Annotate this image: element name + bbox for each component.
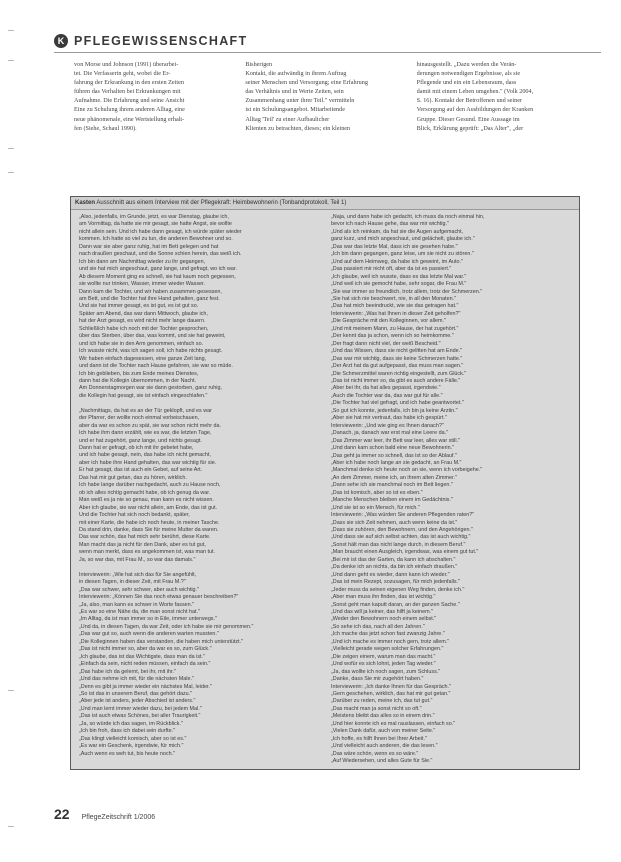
text-line: „Manchmal denke ich heute noch an sie, wenn ich vorbeigehe." (331, 467, 483, 474)
text-line: Dann hat er gefragt, ob ich mit ihr gebetet habe, (79, 445, 194, 452)
text-line: „Nachmittags, da hat es an der Tür geklopft, und es war (79, 407, 212, 414)
text-line: „Aber sie hat mir vertraut, das habe ich gespürt." (331, 415, 447, 422)
text-line: „Da denke ich an nichts, da bin ich einfach draußen." (331, 564, 458, 571)
text-line: wenn man merkt, dass es angekommen ist, was man tut. (79, 549, 216, 556)
text-line: Klienten zu betrachten, dieses; ein kleinen (245, 124, 351, 132)
text-line: Ja, so war das, mit Frau M., so war das damals." (79, 556, 196, 563)
interview-column-left (79, 214, 321, 766)
text-line: „Und als ich reinkam, da hat sie die Augen aufgemacht, (331, 228, 464, 235)
text-line: „Und dass sie auf sich selbst achten, das ist auch wichtig." (331, 534, 471, 541)
text-line: „Das war mir wichtig, dass sie keine Schmerzen hatte." (331, 355, 463, 362)
text-line: Interviewerin: „Was hat Ihnen in dieser Zeit geholfen?" (331, 310, 461, 317)
text-line: Interviewerin: „Ich danke Ihnen für das Gespräch." (331, 683, 451, 690)
text-line: „Darüber zu reden, meine ich, das tut gut." (331, 698, 433, 705)
text-line: über das Sterben, über das, was kommt, und sie hat geweint, (79, 333, 226, 340)
text-line: Ich bin geblieben, bis zum Ende meines Dienstes, (79, 370, 199, 377)
text-line: „Der kennt das ja schon, wenn ich so heimkomme." (331, 333, 454, 340)
text-line: Das hat mir gut getan, das zu hören, wirklich. (79, 474, 187, 481)
text-line: „Dass sie sich Zeit nehmen, auch wenn keine da ist." (331, 519, 458, 526)
text-line: „Ja, so würde ich das sagen, im Rückblick." (79, 720, 183, 727)
crop-mark (8, 148, 14, 149)
text-line: „Gern geschehen, wirklich, das hat mir gut getan." (331, 691, 451, 697)
text-line: am Vormittag, da hatte sie mir gesagt, sie hatte Angst, sie wollte (79, 221, 232, 228)
text-line: „Denn es gibt ja immer wieder ein nächstes Mal, leider." (79, 683, 212, 690)
text-line: Und die Tochter hat sich noch bedankt, später, (79, 512, 190, 519)
text-line: neue phänomenale, eine Wertstellung erhalt- (74, 115, 185, 123)
crop-mark (8, 30, 14, 31)
text-line: „Das habe ich da gelernt, bei ihr, mit ihr." (79, 668, 176, 675)
text-line: „Und dann kam schon bald eine neue Bewohnerin." (331, 445, 454, 452)
text-line: „Das geht ja immer so schnell, das ist so der Ablauf." (331, 452, 457, 459)
text-line: „Aber man muss ihn finden, das ist wichtig." (331, 594, 436, 601)
text-line: das Verhältnis und in Werte Zeiten, sein (245, 88, 344, 96)
text-line: „Und man lernt immer wieder dazu, bei jedem Mal." (79, 705, 202, 712)
interview-column-right (331, 214, 573, 766)
text-line: „Sie war immer so freundlich, trotz allem, trotz der Schmerzen." (331, 288, 483, 295)
text-line: „Dass sie zuhören, den Bewohnern, und den Angehörigen." (331, 527, 473, 534)
text-line: Blick, Erklärung geprüft: „Das Alter", „der (416, 124, 524, 132)
text-line: „Das Zimmer war leer, ihr Bett war leer, alles war still." (331, 437, 460, 444)
text-line: „Man braucht einen Ausgleich, irgendwas, was einem gut tut." (331, 549, 479, 556)
paragraph-gap (79, 400, 321, 407)
text-line: „Ja, das wollte ich noch sagen, zum Schluss." (331, 668, 441, 675)
text-line: „Die Tochter hat viel gefragt, und ich habe geantwortet." (331, 400, 464, 407)
text-line: Interviewerin: „Was würden Sie anderen Pflegenden raten?" (331, 512, 475, 519)
text-line: „Das ist komisch, aber so ist es eben." (331, 489, 423, 496)
text-line: „Im Alltag, da ist man immer so in Eile, immer unterwegs." (79, 616, 217, 623)
text-line: „Und hier konnte ich es mal rauslassen, einfach so." (331, 720, 456, 727)
text-line: „Ich bin froh, dass ich dabei sein durfte." (79, 728, 176, 735)
text-line: „Vielleicht gerade wegen solcher Erfahrungen." (331, 646, 444, 653)
text-line: Und sie hat immer gesagt, es ist gut, es ist gut so. (79, 303, 199, 310)
text-line: und ich habe gesagt, nein, das habe ich nicht gemacht, (79, 452, 211, 459)
crop-mark (8, 690, 14, 691)
text-line: „So gut ich konnte, jedenfalls, ich bin ja keine Ärztin." (331, 407, 458, 414)
text-line: Dann war sie aber ganz ruhig, hat im Bett gelegen und hat (79, 243, 219, 250)
crop-mark (8, 172, 14, 173)
text-line: „Aber jede ist anders, jeder Abschied ist anders." (79, 698, 196, 705)
section-logo-icon: K (54, 34, 68, 48)
text-line: ganz kurz, und mich angeschaut, und gelächelt, glaube ich." (331, 236, 475, 243)
text-line: „Aber bei ihr, da hat alles gepasst, irgendwie." (331, 385, 441, 392)
text-line: „Weder den Bewohnern noch einem selbst." (331, 616, 437, 623)
text-line: „Das ist nicht immer so, da gibt es auch andere Fälle." (331, 377, 461, 384)
text-line: Ich bin dann am Nachmittag wieder zu ihr gegangen, (79, 258, 206, 265)
text-line: „Sonst hält man das nicht lange durch, in diesem Beruf." (331, 541, 466, 548)
text-line: „Es war ein Geschenk, irgendwie, für mich." (79, 743, 184, 750)
text-line: „Und das will ja keiner, das hilft ja keinem." (331, 609, 433, 616)
text-line: „Das macht man ja sonst nicht so oft." (331, 705, 422, 712)
text-line: von Morse und Johnson (1991) überarbei- (74, 61, 179, 68)
text-line: „Auch wenn es weh tut, bis heute noch." (79, 750, 176, 757)
article-intro-text (74, 60, 578, 178)
text-line: „So sehe ich das, nach all den Jahren." (331, 623, 425, 630)
text-line: Pflegende und ein ein Lebensraum, dass (416, 79, 517, 87)
text-line: „Das wäre schön, wenn es so wäre." (331, 750, 419, 757)
text-line: Alltag 'Teil' zu einer Aufbaulicher (245, 115, 330, 123)
text-line: „Und ich mache es immer noch gern, trotz allem." (331, 638, 450, 645)
text-line: S. 16). Kontakt der Betroffenen und seiner (416, 97, 523, 105)
box-caption-text: Ausschnitt aus einem Interview mit der Pflegekraft: Heimbewohnerin (Tonbandprotokoll, Teil 1) (96, 200, 347, 206)
text-line: und ich habe sie in den Arm genommen, einfach so. (79, 340, 204, 347)
text-line: der Pfarrer, der wollte noch einmal vorbeischauen, (79, 415, 200, 422)
text-line: „Jeder muss da seinen eigenen Weg finden, denke ich." (331, 586, 465, 593)
text-line: Später am Abend, das war dann Mittwoch, glaube ich, (79, 310, 208, 317)
text-line: Aufnahme. Die Erfahrung und seine Ansicht (74, 97, 185, 105)
article-column-1 (74, 60, 235, 178)
text-line: „Und das nehme ich mit, für die nächsten Male." (79, 676, 194, 683)
text-line: „Bei mir ist das der Garten, da kann ich abschalten." (331, 556, 456, 563)
text-line: Ich habe ihm dann erzählt, wie es war, die letzten Tage, (79, 430, 212, 437)
text-line: derungen notwendigen Ergebnisse, als sie (416, 70, 521, 78)
text-line: „Das war gut so, auch wenn die anderen warten mussten." (79, 631, 219, 638)
section-title: PFLEGEWISSENSCHAFT (74, 34, 248, 48)
text-line: „Und vielleicht auch anderen, die das lesen." (331, 743, 438, 750)
text-line: Aber ich glaube, sie war nicht allein, am Ende, das ist gut. (79, 504, 218, 511)
text-line: „Und auf dem Heimweg, da habe ich geweint, im Auto." (331, 258, 463, 265)
text-line: „Naja, und dann habe ich gedacht, ich muss da noch einmal hin, (331, 214, 485, 220)
text-line: und dann ist die Tochter nach Hause gefahren, sie war so müde. (79, 363, 233, 370)
text-line: „Danke, dass Sie mir zugehört haben." (331, 676, 424, 683)
text-line: Interviewerin: „Wie hat sich das für Sie angefühlt, (79, 571, 197, 578)
text-line: „Ich mache das jetzt schon fast zwanzig Jahre." (331, 631, 445, 638)
text-line: tet. Die Verfasserin geht, wobei die Er- (74, 70, 171, 78)
text-line: Bisherigen (245, 61, 273, 68)
text-line: Gruppe. Dieser Gesund. Eine Aussage im (416, 115, 520, 123)
text-line: fahrung der Erkrankung in den ersten Zeiten (74, 79, 184, 87)
text-line: und sie hat mich angeschaut, ganz lange, und gefragt, wo ich war. (79, 266, 237, 273)
interview-box (70, 196, 580, 770)
text-line: damit mit einem Leben umgehen." (Volk 2004, (416, 88, 534, 96)
text-line: nicht allein sein. Und ich habe dann gesagt, ich würde später wieder (79, 228, 242, 235)
text-line: hat der Arzt gesagt, es wird nicht mehr lange dauern. (79, 318, 206, 325)
text-line: Schließlich habe ich noch mit der Tochter gesprochen, (79, 325, 209, 332)
text-line: „Der fragt dann nicht viel, der weiß Bescheid." (331, 340, 441, 347)
text-line: „Also, jedenfalls, im Grunde, jetzt, es war Dienstag, glaube ich, (79, 214, 229, 220)
text-line: seiner Menschen und Versorgung; eine Erfahrung (245, 79, 368, 87)
text-line: kommen. Ich hatte so viel zu tun, die anderen Bewohner und so. (79, 236, 233, 243)
text-line: „Die Schmerzmittel waren richtig eingestellt, zum Glück." (331, 370, 467, 377)
text-line: „Das war schwer, sehr schwer, aber auch wichtig." (79, 586, 199, 593)
text-line: „Manche Menschen bleiben einem im Gedächtnis." (331, 497, 453, 504)
text-line: „Sonst geht man kaputt daran, an der ganzen Sache." (331, 601, 460, 608)
text-line: die Kollegin hat gesagt, sie ist einfach eingeschlafen." (79, 392, 208, 399)
text-line: Dann kam die Tochter, und wir haben zusammen gesessen, (79, 288, 222, 295)
text-line: Da stand drin, danke, dass Sie für meine Mutter da waren. (79, 527, 219, 534)
text-line: „Die Kolleginnen haben das verstanden, die haben mich unterstützt." (79, 638, 244, 645)
text-line: „Das ist mein Rezept, sozusagen, für mich jedenfalls." (331, 579, 460, 586)
text-line: „Sie hat sich nie beschwert, nie, in all den Monaten." (331, 295, 457, 302)
text-line: aber da war es schon zu spät, sie war schon nicht mehr da. (79, 422, 222, 429)
text-line: Ab diesem Moment ging es schnell, sie hat kaum noch gegessen, (79, 273, 236, 280)
article-column-3 (417, 60, 578, 178)
text-line: „An dem Zimmer, meine ich, an ihrem alten Zimmer." (331, 474, 457, 481)
page-header (54, 30, 601, 52)
text-line: Eine zu Schulung ihrem anderen Alltag, eine (74, 106, 185, 114)
text-line: in diesen Tagen, in dieser Zeit, mit Frau M.?" (79, 579, 186, 586)
text-line: „Das hat mich beeindruckt, wie sie das getragen hat." (331, 303, 459, 310)
text-line: Ich wusste nicht, was ich sagen soll, ich habe nichts gesagt. (79, 348, 223, 355)
text-line: „Meistens bleibt das alles so in einem drin." (331, 713, 435, 720)
text-line: „Und da, in diesen Tagen, da war Zeit, oder ich habe sie mir genommen." (79, 623, 254, 630)
text-line: Kontakt, die aufwändig in ihrem Auftrag (245, 70, 347, 78)
text-line: ob ich alles richtig gemacht habe, ob ich genug da war. (79, 489, 211, 496)
text-line: „Ich bin dann gegangen, ganz leise, um sie nicht zu stören." (331, 251, 474, 258)
crop-mark (8, 60, 14, 61)
text-line: Man macht das ja nicht für den Dank, aber es tut gut, (79, 541, 206, 548)
header-rule (54, 52, 601, 53)
text-line: „Ich glaube, das ist das Wichtigste, dass man da ist." (79, 653, 205, 660)
text-line: „Und sie ist so ein Mensch, für mich." (331, 504, 420, 511)
text-line: nach draußen geschaut, und die Sonne schien herein, das weiß ich. (79, 251, 242, 258)
text-line: sie wollte nur trinken, Wasser, immer wieder Wasser. (79, 281, 206, 288)
text-line: hinausgestellt. „Dazu werden die Verän- (416, 61, 517, 68)
text-line: Am Donnerstagmorgen war sie dann gestorben, ganz ruhig, (79, 385, 222, 392)
paragraph-gap (79, 564, 321, 571)
page-number: 22 (54, 806, 70, 822)
page-footer (54, 806, 155, 822)
text-line: Interviewerin: „Können Sie das noch etwas genauer beschreiben?" (79, 594, 239, 601)
text-line: Wir haben einfach dagesessen, eine ganze Zeit lang, (79, 355, 207, 362)
text-line: „Und mit meinem Mann, zu Hause, der hat zugehört." (331, 325, 459, 332)
text-line: „Dann sehe ich sie manchmal noch im Bett liegen." (331, 482, 453, 489)
text-line: Man weiß es ja nie so genau, man kann es nicht wissen. (79, 497, 214, 504)
text-line: und er hat zugehört, ganz lange, und nichts gesagt. (79, 437, 202, 444)
text-line: „Das passiert mir nicht oft, aber da ist es passiert." (331, 266, 452, 273)
text-line: Versorgung auf den Ausbildungen der Kranken (416, 106, 534, 114)
text-line: „Auch die Tochter war da, das war gut für alle." (331, 392, 443, 399)
text-line: führen das Verhalten bei Erkrankungen mit (74, 88, 181, 96)
article-column-2 (245, 60, 406, 178)
text-line: Zusammenhang unter ihrer Teil." vermitteln (245, 97, 355, 105)
text-line: aber ich habe ihre Hand gehalten, das war wichtig für sie. (79, 459, 217, 466)
text-line: Das war schön, das hat mich sehr berührt, diese Karte. (79, 534, 211, 541)
text-line: „Und weil ich sie gemocht habe, sehr sogar, die Frau M." (331, 281, 467, 288)
text-line: „Vielen Dank dafür, auch von meiner Seite." (331, 728, 436, 735)
text-line: „Aber ich habe noch lange an sie gedacht, an Frau M." (331, 459, 462, 466)
text-line: „Ja, also, man kann es schwer in Worte fassen." (79, 601, 195, 608)
text-line: „So ist das in unserem Beruf, das gehört dazu." (79, 690, 193, 697)
text-line: mit einer Karte, die habe ich noch heute, in meiner Tasche. (79, 519, 220, 526)
text-line: „Das ist auch etwas Schönes, bei aller Traurigkeit." (79, 713, 201, 720)
journal-citation: PflegeZeitschrift 1/2006 (81, 814, 156, 821)
text-line: Interviewerin: „Und wie ging es Ihnen danach?" (331, 422, 444, 429)
text-line: Ich habe lange darüber nachgedacht, auch zu Hause noch, (79, 482, 221, 489)
text-line: „Die zeigen einem, warum man das macht." (331, 653, 436, 660)
text-line: fen (Siehe, Schaul 1990). (74, 124, 137, 132)
text-line: „Der Arzt hat da gut aufgepasst, das muss man sagen." (331, 363, 464, 370)
text-line: „Danach, ja, danach war erst mal eine Leere da." (331, 430, 448, 437)
text-line: „Auf Wiedersehen, und alles Gute für Sie." (331, 758, 433, 765)
text-line: „Und wofür es sich lohnt, jeden Tag wieder." (331, 661, 436, 668)
text-line: „Ich glaube, weil ich wusste, dass es das letzte Mal war." (331, 273, 467, 280)
text-line: bevor ich nach Hause gehe, das war mir wichtig." (331, 221, 449, 228)
text-line: „Das klingt vielleicht komisch, aber so ist es." (79, 735, 187, 742)
text-line: dann hat die Kollegin übernommen, in der Nacht. (79, 377, 197, 384)
box-label: Kasten (75, 200, 96, 206)
text-line: Er hat gesagt, das ist auch ein Gebet, auf seine Art. (79, 467, 203, 474)
text-line: „Es war so eine Nähe da, die man sonst nicht hat." (79, 608, 200, 615)
text-line: „Ich hoffe, es hilft Ihnen bei Ihrer Arbeit." (331, 735, 427, 742)
text-line: „Das war das letzte Mal, dass ich sie gesehen habe." (331, 243, 458, 250)
text-line: „Und dann geht es wieder, dann kann ich wieder." (331, 571, 450, 578)
box-caption (71, 197, 579, 210)
text-line: „Das ist nicht immer so, aber da war es so, zum Glück." (79, 646, 212, 653)
text-line: „Die Gespräche mit den Kolleginnen, vor allem." (331, 318, 446, 325)
text-line: „Einfach da sein, nicht reden müssen, einfach da sein." (79, 661, 211, 668)
text-line: „Und das Wissen, dass sie nicht gelitten hat am Ende." (331, 348, 463, 355)
crop-mark (8, 826, 14, 827)
text-line: am Bett, und die Tochter hat ihre Hand gehalten, ganz fest. (79, 295, 220, 302)
text-line: ist ein Schulungsangebot. Mitarbeitende (245, 106, 345, 114)
